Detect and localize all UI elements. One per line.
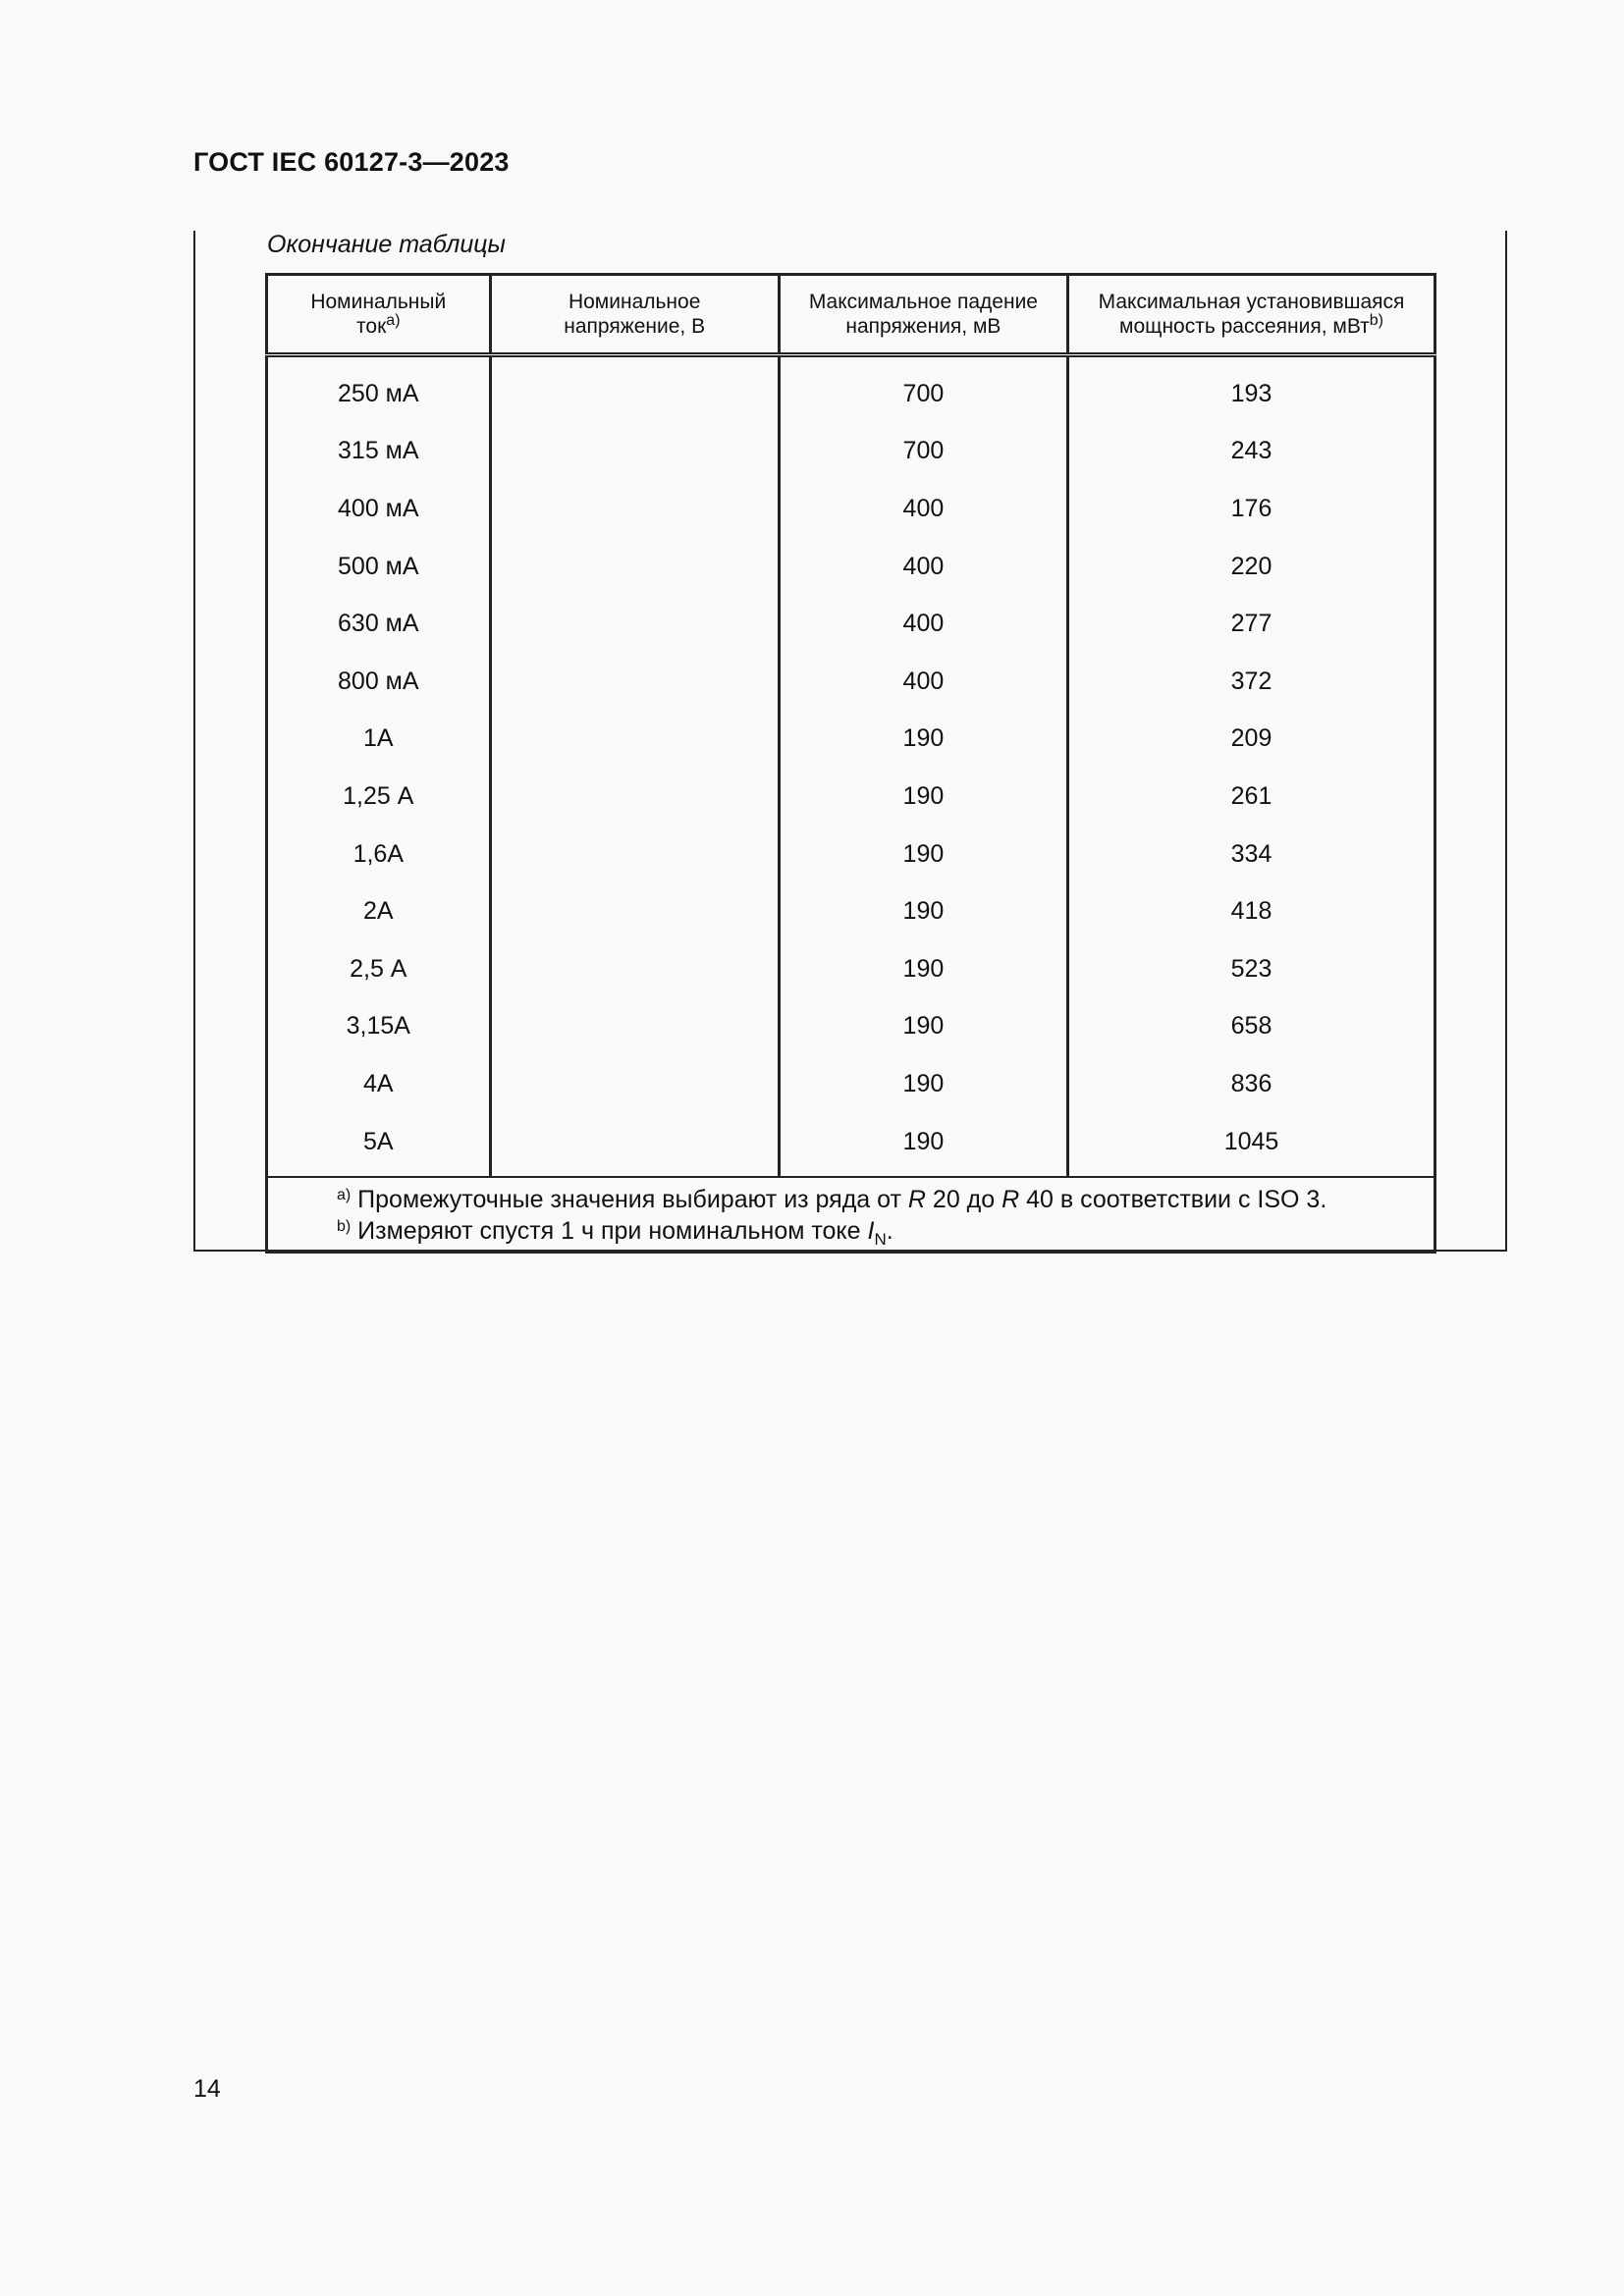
cell-voltage [490,711,779,769]
table-row [267,480,1435,538]
cell-voltage-drop: 190 [779,1113,1067,1178]
cell-power: 372 [1068,653,1435,711]
table-row [267,355,1435,423]
page-number: 14 [193,2075,221,2103]
cell-voltage [490,768,779,826]
cell-voltage-drop: 190 [779,882,1067,940]
cell-voltage-drop: 190 [779,826,1067,883]
cell-current: 2А [267,882,491,940]
cell-current: 315 мА [267,423,491,481]
cell-current: 630 мА [267,595,491,653]
cell-power: 243 [1068,423,1435,481]
footnotes [267,1177,1435,1253]
column-header-voltage: Номинальное напряжение, В [490,275,779,355]
cell-current: 1,6А [267,826,491,883]
cell-current: 500 мА [267,538,491,596]
cell-voltage-drop: 190 [779,711,1067,769]
table-caption: Окончание таблицы [267,231,506,258]
document-header: ГОСТ IEC 60127-3—2023 [193,147,510,177]
cell-voltage [490,882,779,940]
cell-voltage-drop: 400 [779,653,1067,711]
cell-voltage-drop: 190 [779,940,1067,998]
cell-current: 1,25 А [267,768,491,826]
cell-voltage [490,998,779,1056]
cell-voltage [490,653,779,711]
cell-power: 220 [1068,538,1435,596]
table-row [267,538,1435,596]
cell-current: 400 мА [267,480,491,538]
cell-voltage [490,480,779,538]
cell-current: 3,15А [267,998,491,1056]
footnote-b: $^{b)}$ Измеряют спустя 1 ч при номинальном токе $I_N$. [337,1217,893,1250]
footnote-ref-a: a) [386,312,401,329]
cell-current: 800 мА [267,653,491,711]
cell-voltage [490,1055,779,1113]
table-row [267,1055,1435,1113]
column-header-voltage-drop: Максимальное падение напряжения, мВ [779,275,1067,355]
table-row [267,882,1435,940]
cell-power: 334 [1068,826,1435,883]
cell-voltage-drop: 190 [779,998,1067,1056]
cell-voltage-drop: 190 [779,1055,1067,1113]
cell-voltage [490,940,779,998]
cell-voltage [490,355,779,423]
table-row [267,998,1435,1056]
cell-voltage [490,595,779,653]
cell-voltage [490,538,779,596]
column-header-power: Максимальная установившаяся мощность рассеяния, мВт$^{b)}$ [1068,275,1435,355]
table-row [267,768,1435,826]
cell-power: 193 [1068,355,1435,423]
table-row [267,595,1435,653]
cell-current: 250 мА [267,355,491,423]
footnote-a: $^{a)}$ Промежуточные значения выбирают из ряда от R 20 до R 40 в соответствии с ISO 3. [337,1186,1327,1214]
table-row [267,423,1435,481]
cell-power: 261 [1068,768,1435,826]
cell-voltage-drop: 190 [779,768,1067,826]
cell-voltage-drop: 400 [779,595,1067,653]
cell-current: 4А [267,1055,491,1113]
cell-voltage [490,1113,779,1178]
cell-power: 418 [1068,882,1435,940]
cell-power: 836 [1068,1055,1435,1113]
table-row [267,940,1435,998]
table-row [267,711,1435,769]
cell-voltage [490,423,779,481]
data-table [265,273,1436,1254]
cell-current: 2,5 А [267,940,491,998]
table-row [267,1113,1435,1178]
table-row [267,653,1435,711]
table-row [267,826,1435,883]
cell-voltage [490,826,779,883]
cell-power: 523 [1068,940,1435,998]
footnotes-row [267,1177,1435,1253]
cell-power: 658 [1068,998,1435,1056]
cell-voltage-drop: 400 [779,538,1067,596]
cell-power: 277 [1068,595,1435,653]
cell-voltage-drop: 700 [779,355,1067,423]
cell-current: 5А [267,1113,491,1178]
cell-power: 209 [1068,711,1435,769]
cell-power: 1045 [1068,1113,1435,1178]
cell-voltage-drop: 700 [779,423,1067,481]
table-header-row [267,275,1435,355]
cell-current: 1А [267,711,491,769]
footnote-ref-b: b) [1369,312,1383,329]
column-header-current: Номинальный ток$^{a)}$ [267,275,491,355]
cell-voltage-drop: 400 [779,480,1067,538]
cell-power: 176 [1068,480,1435,538]
